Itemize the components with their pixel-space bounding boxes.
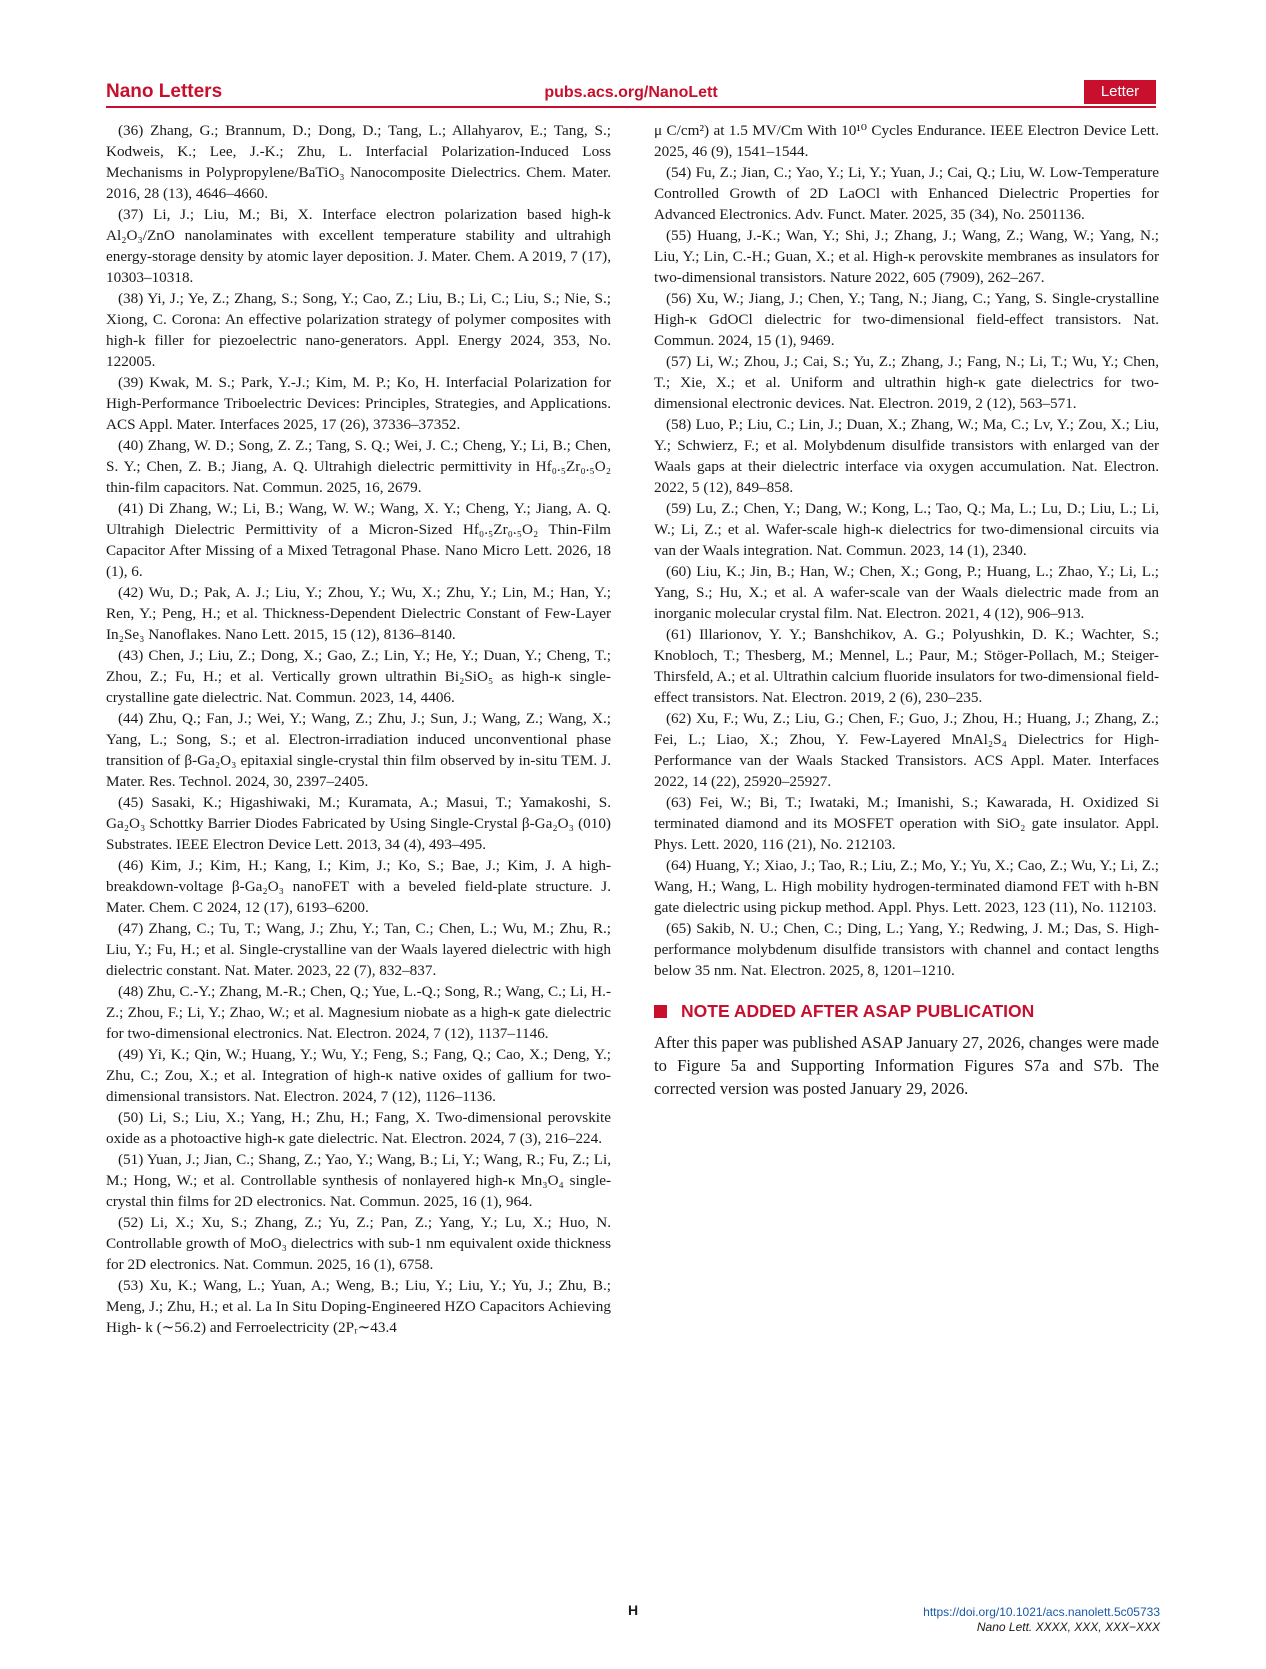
reference-item: (38) Yi, J.; Ye, Z.; Zhang, S.; Song, Y.; Cao, Z.; Liu, B.; Li, C.; Liu, S.; Nie, S.; Xiong, C. Corona: An effective polarization strategy of polymer composites with high-k filler for piezoelectric nano-generators. Appl. Energy 2024, 353, No. 122005.: [106, 290, 611, 370]
reference-item: (46) Kim, J.; Kim, H.; Kang, I.; Kim, J.; Ko, S.; Bae, J.; Kim, J. A high-breakdown-voltage β-Ga₂O₃ nanoFET with a beveled field-plate structure. J. Mater. Chem. C 2024, 12 (17), 6193–6200.: [106, 857, 611, 916]
references-right-list: [654, 120, 1159, 981]
reference-item: (52) Li, X.; Xu, S.; Zhang, Z.; Yu, Z.; Pan, Z.; Yang, Y.; Lu, X.; Huo, N. Controllable growth of MoO₃ dielectrics with sub-1 nm equivalent oxide thickness for 2D electronics. Nat. Commun. 2025, 16 (1), 6758.: [106, 1214, 611, 1273]
citation-line: Nano Lett. XXXX, XXX, XXX−XXX: [976, 1620, 1160, 1634]
reference-item: (58) Luo, P.; Liu, C.; Lin, J.; Duan, X.; Zhang, W.; Ma, C.; Lv, Y.; Zou, X.; Liu, Y.; Schwierz, F.; et al. Molybdenum disulfide transistors with enlarged van der Waals gaps at their dielectric interface via oxygen accumulation. Nat. Electron. 2022, 5 (12), 849–858.: [654, 416, 1159, 496]
section-square-icon: [654, 1005, 667, 1018]
journal-name: Nano Letters: [106, 81, 223, 102]
reference-item: (60) Liu, K.; Jin, B.; Han, W.; Chen, X.; Gong, P.; Huang, L.; Zhao, Y.; Li, L.; Yang, S.; Hu, X.; et al. A wafer-scale van der Waals dielectric made from an inorganic molecular crystal film. Nat. Electron. 2021, 4 (12), 906–913.: [654, 563, 1159, 622]
reference-item: (49) Yi, K.; Qin, W.; Huang, Y.; Wu, Y.; Feng, S.; Fang, Q.; Cao, X.; Deng, Y.; Zhu, C.; Zou, X.; et al. Integration of high-κ native oxides of gallium for two-dimensional transistors. Nat. Electron. 2024, 7 (12), 1126–1136.: [106, 1046, 611, 1105]
reference-item: (57) Li, W.; Zhou, J.; Cai, S.; Yu, Z.; Zhang, J.; Fang, N.; Li, T.; Wu, Y.; Chen, T.; Xie, X.; et al. Uniform and ultrathin high-κ gate dielectrics for two-dimensional electronic devices. Nat. Electron. 2019, 2 (12), 563–571.: [654, 353, 1159, 412]
journal-site-link[interactable]: pubs.acs.org/NanoLett: [544, 84, 718, 101]
reference-item: (54) Fu, Z.; Jian, C.; Yao, Y.; Li, Y.; Yuan, J.; Cai, Q.; Liu, W. Low-Temperature Controlled Growth of 2D LaOCl with Enhanced Dielectric Properties for Advanced Electronics. Adv. Funct. Mater. 2025, 35 (34), No. 2501136.: [654, 164, 1159, 223]
reference-item: (55) Huang, J.-K.; Wan, Y.; Shi, J.; Zhang, J.; Wang, Z.; Wang, W.; Yang, N.; Liu, Y.; Lin, C.-H.; Guan, X.; et al. High-κ perovskite membranes as insulators for two-dimensional transistors. Nature 2022, 605 (7909), 262–267.: [654, 227, 1159, 286]
reference-item: (51) Yuan, J.; Jian, C.; Shang, Z.; Yao, Y.; Wang, B.; Li, Y.; Wang, R.; Fu, Z.; Li, M.; Hong, W.; et al. Controllable synthesis of nonlayered high-κ Mn₃O₄ single-crystal thin films for 2D electronics. Nat. Commun. 2025, 16 (1), 964.: [106, 1151, 611, 1210]
reference-item: (36) Zhang, G.; Brannum, D.; Dong, D.; Tang, L.; Allahyarov, E.; Tang, S.; Kodweis, K.; Lee, J.-K.; Zhu, L. Interfacial Polarization-Induced Loss Mechanisms in Polypropylene/BaTiO₃ Nanocomposite Dielectrics. Chem. Mater. 2016, 28 (13), 4646–4660.: [106, 122, 611, 202]
reference-item: (62) Xu, F.; Wu, Z.; Liu, G.; Chen, F.; Guo, J.; Zhou, H.; Huang, J.; Zhang, Z.; Fei, L.; Liao, X.; Zhou, Y. Few-Layered MnAl₂S₄ Dielectrics for High-Performance van der Waals Stacked Transistors. ACS Appl. Mater. Interfaces 2022, 14 (22), 25920–25927.: [654, 710, 1159, 790]
reference-item: (37) Li, J.; Liu, M.; Bi, X. Interface electron polarization based high-k Al₂O₃/ZnO nanolaminates with excellent temperature stability and ultrahigh energy-storage density by atomic layer deposition. J. Mater. Chem. A 2019, 7 (17), 10303–10318.: [106, 206, 611, 286]
reference-item: (42) Wu, D.; Pak, A. J.; Liu, Y.; Zhou, Y.; Wu, X.; Zhu, Y.; Lin, M.; Han, Y.; Ren, Y.; Peng, H.; et al. Thickness-Dependent Dielectric Constant of Few-Layer In₂Se₃ Nanoflakes. Nano Lett. 2015, 15 (12), 8136–8140.: [106, 584, 611, 643]
note-section-heading: [654, 999, 1159, 1023]
note-title: NOTE ADDED AFTER ASAP PUBLICATION: [681, 1001, 1035, 1021]
reference-item: (53) Xu, K.; Wang, L.; Yuan, A.; Weng, B.; Liu, Y.; Liu, Y.; Yu, J.; Zhu, B.; Meng, J.; Zhu, H.; et al. La In Situ Doping-Engineered HZO Capacitors Achieving High- k (∼56.2) and Ferroelectricity (2Pᵣ∼43.4: [106, 1277, 611, 1336]
reference-item: (65) Sakib, N. U.; Chen, C.; Ding, L.; Yang, Y.; Redwing, J. M.; Das, S. High-performance molybdenum disulfide transistors with channel and contact lengths below 35 nm. Nat. Electron. 2025, 8, 1201–1210.: [654, 920, 1159, 979]
reference-item: (41) Di Zhang, W.; Li, B.; Wang, W. W.; Wang, X. Y.; Cheng, Y.; Jiang, A. Q. Ultrahigh Dielectric Permittivity of a Micron-Sized Hf₀.₅Zr₀.₅O₂ Thin-Film Capacitor After Missing of a Mixed Tetragonal Phase. Nano Micro Lett. 2026, 18 (1), 6.: [106, 500, 611, 580]
page-number: H: [627, 1602, 639, 1618]
header-rule: [106, 106, 1156, 108]
reference-item: (40) Zhang, W. D.; Song, Z. Z.; Tang, S. Q.; Wei, J. C.; Cheng, Y.; Li, B.; Chen, S. Y.; Chen, Z. B.; Jiang, A. Q. Ultrahigh dielectric permittivity in Hf₀.₅Zr₀.₅O₂ thin-film capacitors. Nat. Commun. 2025, 16, 2679.: [106, 437, 611, 496]
reference-item: (44) Zhu, Q.; Fan, J.; Wei, Y.; Wang, Z.; Zhu, J.; Sun, J.; Wang, Z.; Wang, X.; Yang, L.; Song, S.; et al. Electron-irradiation induced unconventional phase transition of β-Ga₂O₃ epitaxial single-crystal thin film observed by in-situ TEM. J. Mater. Res. Technol. 2024, 30, 2397–2405.: [106, 710, 611, 790]
reference-item: (63) Fei, W.; Bi, T.; Iwataki, M.; Imanishi, S.; Kawarada, H. Oxidized Si terminated diamond and its MOSFET operation with SiO₂ gate insulator. Appl. Phys. Lett. 2020, 116 (21), No. 212103.: [654, 794, 1159, 853]
reference-item: (56) Xu, W.; Jiang, J.; Chen, Y.; Tang, N.; Jiang, C.; Yang, S. Single-crystalline High-κ GdOCl dielectric for two-dimensional field-effect transistors. Nat. Commun. 2024, 15 (1), 9469.: [654, 290, 1159, 349]
references-left-column: [106, 120, 611, 1338]
reference-item: (43) Chen, J.; Liu, Z.; Dong, X.; Gao, Z.; Lin, Y.; He, Y.; Duan, Y.; Cheng, T.; Zhou, Z.; Fu, H.; et al. Vertically grown ultrathin Bi₂SiO₅ as high-κ single-crystalline gate dielectric. Nat. Commun. 2023, 14, 4406.: [106, 647, 611, 706]
reference-item: (59) Lu, Z.; Chen, Y.; Dang, W.; Kong, L.; Tao, Q.; Ma, L.; Lu, D.; Liu, L.; Li, W.; Li, Z.; et al. Wafer-scale high-κ dielectrics for two-dimensional circuits via van der Waals integration. Nat. Commun. 2023, 14 (1), 2340.: [654, 500, 1159, 559]
reference-item: (39) Kwak, M. S.; Park, Y.-J.; Kim, M. P.; Ko, H. Interfacial Polarization for High-Performance Triboelectric Devices: Principles, Strategies, and Applications. ACS Appl. Mater. Interfaces 2025, 17 (26), 37336–37352.: [106, 374, 611, 433]
reference-item: (61) Illarionov, Y. Y.; Banshchikov, A. G.; Polyushkin, D. K.; Wachter, S.; Knobloch, T.; Thesberg, M.; Mennel, L.; Paur, M.; Stöger-Pollach, M.; Steiger-Thirsfeld, A.; et al. Ultrathin calcium fluoride insulators for two-dimensional field-effect transistors. Nat. Electron. 2019, 2 (6), 230–235.: [654, 626, 1159, 706]
references-right-column: [654, 120, 1159, 1100]
reference-item: (50) Li, S.; Liu, X.; Yang, H.; Zhu, H.; Fang, X. Two-dimensional perovskite oxide as a photoactive high-κ gate dielectric. Nat. Electron. 2024, 7 (3), 216–224.: [106, 1109, 611, 1147]
article-type-badge: Letter: [1084, 80, 1156, 104]
reference-item: (45) Sasaki, K.; Higashiwaki, M.; Kuramata, A.; Masui, T.; Yamakoshi, S. Ga₂O₃ Schottky Barrier Diodes Fabricated by Using Single-Crystal β-Ga₂O₃ (010) Substrates. IEEE Electron Device Lett. 2013, 34 (4), 493–495.: [106, 794, 611, 853]
reference-item: (47) Zhang, C.; Tu, T.; Wang, J.; Zhu, Y.; Tan, C.; Chen, L.; Wu, M.; Zhu, R.; Liu, Y.; Fu, H.; et al. Single-crystalline van der Waals layered dielectric with high dielectric constant. Nat. Mater. 2023, 22 (7), 832–837.: [106, 920, 611, 979]
note-text: After this paper was published ASAP January 27, 2026, changes were made to Figure 5a and Supporting Information Figures S7a and S7b. The corrected version was posted January 29, 2026.: [654, 1033, 1159, 1098]
doi-link[interactable]: https://doi.org/10.1021/acs.nanolett.5c05733: [923, 1605, 1160, 1619]
reference-item: (48) Zhu, C.-Y.; Zhang, M.-R.; Chen, Q.; Yue, L.-Q.; Song, R.; Wang, C.; Li, H.-Z.; Zhou, F.; Li, Y.; Zhao, W.; et al. Magnesium niobate as a high-κ gate dielectric for two-dimensional electronics. Nat. Electron. 2024, 7 (12), 1137–1146.: [106, 983, 611, 1042]
reference-item: (64) Huang, Y.; Xiao, J.; Tao, R.; Liu, Z.; Mo, Y.; Yu, X.; Cao, Z.; Wu, Y.; Li, Z.; Wang, H.; Wang, L. High mobility hydrogen-terminated diamond FET with h-BN gate dielectric using pickup method. Appl. Phys. Lett. 2023, 123 (11), No. 112103.: [654, 857, 1159, 916]
page-header: [106, 80, 1156, 105]
reference-item: μ C/cm²) at 1.5 MV/Cm With 10¹⁰ Cycles Endurance. IEEE Electron Device Lett. 2025, 46 (9), 1541–1544.: [654, 122, 1159, 160]
